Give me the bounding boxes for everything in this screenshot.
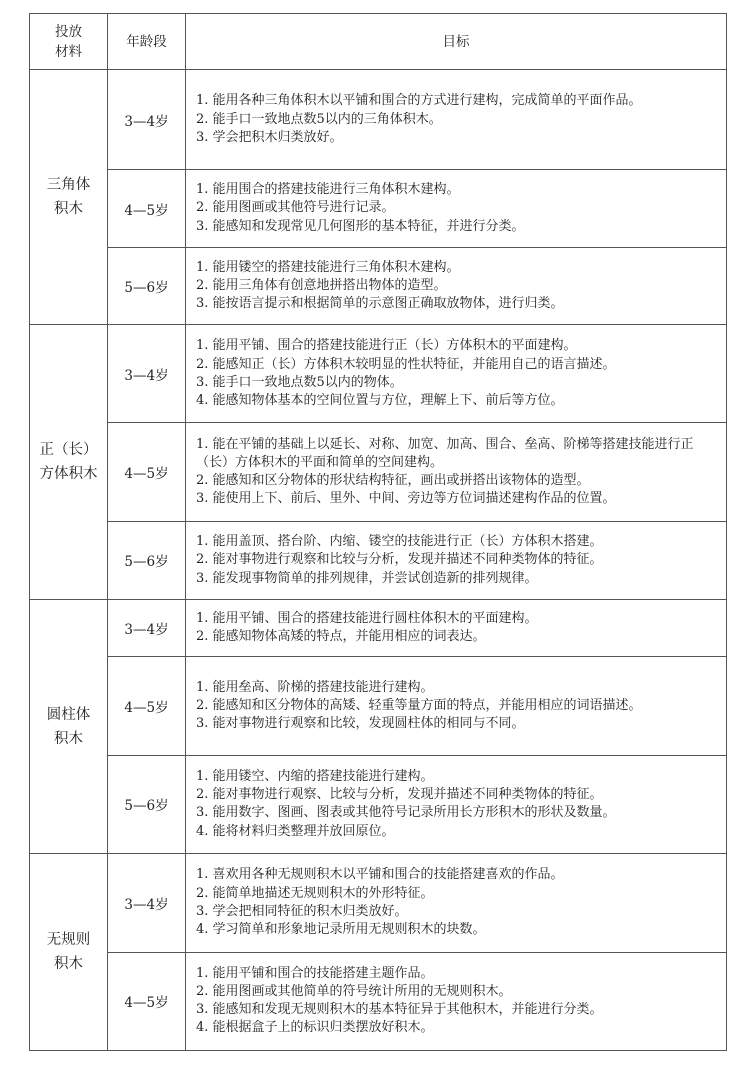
goal-line: 3. 能按语言提示和根据简单的示意图正确取放物体，进行归类。	[196, 295, 564, 311]
goal-line: 4. 能将材料归类整理并放回原位。	[196, 823, 395, 839]
goal-line: 3. 能发现事物简单的排列规律，并尝试创造新的排列规律。	[196, 570, 538, 586]
age-cell: 5—6岁	[108, 755, 186, 853]
goal-line: 3. 学会把积木归类放好。	[196, 129, 343, 145]
goal-line: 1. 能用平铺、围合的搭建技能进行正（长）方体积木的平面建构。	[196, 338, 577, 354]
goal-line: 1. 能用平铺、围合的搭建技能进行圆柱体积木的平面建构。	[196, 611, 538, 627]
age-cell: 3—4岁	[108, 600, 186, 657]
goal-line: 2. 能用三角体有创意地拼搭出物体的造型。	[196, 277, 447, 293]
goal-line: 1. 喜欢用各种无规则积木以平铺和围合的技能搭建喜欢的作品。	[196, 867, 564, 883]
age-cell: 3—4岁	[108, 854, 186, 952]
table-row	[30, 70, 727, 170]
goal-line: 4. 能感知物体基本的空间位置与方位，理解上下、前后等方位。	[196, 392, 564, 408]
goal-line: 4. 能根据盒子上的标识归类摆放好积木。	[196, 1020, 434, 1036]
age-cell: 4—5岁	[108, 657, 186, 755]
goal-line: 2. 能对事物进行观察、比较与分析，发现并描述不同种类物体的特征。	[196, 787, 603, 803]
goal-line: 2. 能手口一致地点数5以内的三角体积木。	[196, 111, 442, 127]
header-goal: 目标	[186, 14, 727, 70]
goal-line: 2. 能感知正（长）方体积木较明显的性状特征，并能用自己的语言描述。	[196, 356, 616, 372]
goal-cell	[186, 755, 727, 853]
table-row	[30, 325, 727, 423]
goal-line: 3. 能使用上下、前后、里外、中间、旁边等方位词描述建构作品的位置。	[196, 491, 616, 507]
goal-line: 4. 学习简单和形象地记录所用无规则积木的块数。	[196, 922, 486, 938]
age-cell: 3—4岁	[108, 325, 186, 423]
goal-line: 1. 能用垒高、阶梯的搭建技能进行建构。	[196, 679, 434, 695]
goal-line: 1. 能用各种三角体积木以平铺和围合的方式进行建构，完成简单的平面作品。	[196, 93, 642, 109]
material-cell: 圆柱体积木	[30, 600, 108, 854]
material-cell: 无规则积木	[30, 854, 108, 1051]
age-cell: 4—5岁	[108, 952, 186, 1050]
table-row	[30, 600, 727, 657]
material-cell: 三角体积木	[30, 70, 108, 325]
age-cell: 4—5岁	[108, 423, 186, 521]
table-row	[30, 247, 727, 324]
goal-line: 3. 学会把相同特征的积木归类放好。	[196, 903, 408, 919]
goal-line: 2. 能感知物体高矮的特点，并能用相应的词表达。	[196, 629, 486, 645]
goal-cell	[186, 657, 727, 755]
header-age: 年龄段	[108, 14, 186, 70]
header-material: 投放材料	[30, 14, 108, 70]
goal-line: 3. 能手口一致地点数5以内的物体。	[196, 374, 403, 390]
header-row	[30, 14, 727, 70]
goal-cell	[186, 600, 727, 657]
goal-cell	[186, 423, 727, 521]
goal-line: 1. 能用平铺和围合的技能搭建主题作品。	[196, 965, 434, 981]
goal-line: 1. 能在平铺的基础上以延长、对称、加宽、加高、围合、垒高、阶梯等搭建技能进行正（长）方体积木的平面和简单的空间建构。	[196, 436, 694, 470]
goal-line: 1. 能用盖顶、搭台阶、内缩、镂空的技能进行正（长）方体积木搭建。	[196, 534, 603, 550]
goal-line: 2. 能用图画或其他简单的符号统计所用的无规则积木。	[196, 984, 512, 1000]
goal-cell	[186, 952, 727, 1050]
goal-cell	[186, 521, 727, 599]
table-row	[30, 170, 727, 247]
table-row	[30, 854, 727, 952]
age-cell: 5—6岁	[108, 247, 186, 324]
goal-cell	[186, 70, 727, 170]
goal-cell	[186, 247, 727, 324]
goal-cell	[186, 854, 727, 952]
goal-line: 2. 能感知和区分物体的形状结构特征，画出或拼搭出该物体的造型。	[196, 473, 590, 489]
goal-line: 1. 能用围合的搭建技能进行三角体积木建构。	[196, 182, 460, 198]
goal-line: 1. 能用镂空的搭建技能进行三角体积木建构。	[196, 259, 460, 275]
age-cell: 5—6岁	[108, 521, 186, 599]
table-row	[30, 952, 727, 1050]
goal-line: 3. 能感知和发现无规则积木的基本特征异于其他积木，并能进行分类。	[196, 1002, 603, 1018]
goal-line: 2. 能简单地描述无规则积木的外形特征。	[196, 885, 434, 901]
material-cell: 正（长）方体积木	[30, 325, 108, 600]
table-row	[30, 521, 727, 599]
table-row	[30, 755, 727, 853]
goal-line: 2. 能对事物进行观察和比较与分析，发现并描述不同种类物体的特征。	[196, 552, 603, 568]
goal-line: 2. 能感知和区分物体的高矮、轻重等量方面的特点，并能用相应的词语描述。	[196, 697, 642, 713]
goal-cell	[186, 170, 727, 247]
table-row	[30, 423, 727, 521]
goal-line: 3. 能对事物进行观察和比较，发现圆柱体的相同与不同。	[196, 716, 525, 732]
goal-line: 2. 能用图画或其他符号进行记录。	[196, 200, 395, 216]
goals-table	[29, 13, 727, 1051]
goal-line: 3. 能感知和发现常见几何图形的基本特征，并进行分类。	[196, 218, 525, 234]
table-row	[30, 657, 727, 755]
goal-line: 3. 能用数字、图画、图表或其他符号记录所用长方形积木的形状及数量。	[196, 805, 616, 821]
goal-cell	[186, 325, 727, 423]
goal-line: 1. 能用镂空、内缩的搭建技能进行建构。	[196, 769, 434, 785]
age-cell: 3—4岁	[108, 70, 186, 170]
age-cell: 4—5岁	[108, 170, 186, 247]
